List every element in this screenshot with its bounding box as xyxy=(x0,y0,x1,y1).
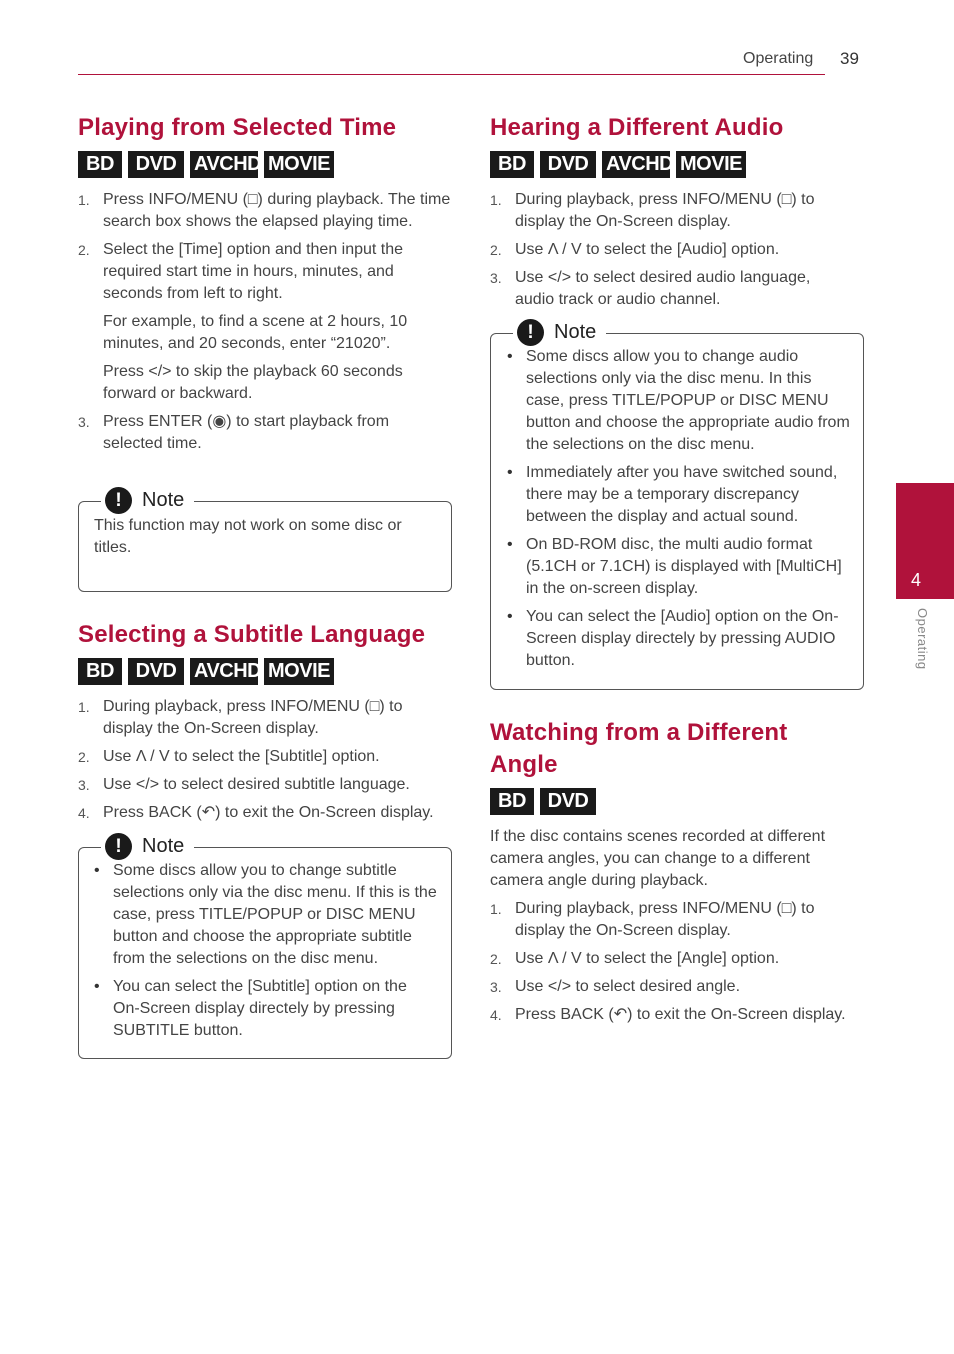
exclamation-icon: ! xyxy=(517,319,544,346)
disc-badges xyxy=(78,658,458,685)
disc-badges xyxy=(490,788,850,815)
step-text: During playback, press INFO/MENU (□) to display the On-Screen display. xyxy=(103,698,403,737)
badge-avchd: AVCHD xyxy=(602,151,670,178)
badge-bd: BD xyxy=(78,658,122,685)
step-number: 3. xyxy=(78,777,90,793)
list-item xyxy=(78,239,453,405)
note-title: Note xyxy=(142,834,185,857)
chapter-tab xyxy=(896,483,954,599)
step-number: 4. xyxy=(490,1007,502,1023)
step-number: 2. xyxy=(490,951,502,967)
section-subtitle-language xyxy=(78,619,458,685)
note-header xyxy=(101,831,194,861)
list-item: • Some discs allow you to change audio selections only via the disc menu. In this case, press TITLE/POPUP or DISC MENU button and choose the appropriate audio from the selections on the disc menu. xyxy=(505,346,850,456)
exclamation-icon: ! xyxy=(105,833,132,860)
step-number: 1. xyxy=(78,699,90,715)
note-title: Note xyxy=(554,320,597,343)
section-different-angle xyxy=(490,717,850,815)
step-number: 3. xyxy=(490,270,502,286)
badge-bd: BD xyxy=(78,151,122,178)
note-list xyxy=(505,346,850,678)
list-item xyxy=(78,774,453,796)
section-different-audio xyxy=(490,112,870,178)
badge-avchd: AVCHD xyxy=(190,658,258,685)
step-number: 2. xyxy=(78,749,90,765)
badge-bd: BD xyxy=(490,151,534,178)
section-title: Watching from a Different Angle xyxy=(490,719,788,778)
step-number: 3. xyxy=(490,979,502,995)
list-item xyxy=(78,411,453,455)
list-item: • On BD-ROM disc, the multi audio format (5.1CH or 7.1CH) is displayed with [MultiCH] in the on-screen display. xyxy=(505,534,850,600)
exclamation-icon: ! xyxy=(105,487,132,514)
step-text: Use </> to select desired subtitle language. xyxy=(103,776,410,793)
list-item: • You can select the [Audio] option on the On-Screen display directely by pressing AUDIO button. xyxy=(505,606,850,672)
badge-bd: BD xyxy=(490,788,534,815)
list-item xyxy=(78,696,453,740)
badge-dvd: DVD xyxy=(540,788,596,815)
step-number: 2. xyxy=(490,242,502,258)
steps-list xyxy=(490,189,850,317)
step-text: Press BACK (↶) to exit the On-Screen display. xyxy=(103,804,434,821)
step-number: 3. xyxy=(78,414,90,430)
step-text: During playback, press INFO/MENU (□) to display the On-Screen display. xyxy=(515,191,815,230)
step-text: Use Λ / V to select the [Subtitle] option. xyxy=(103,748,380,765)
step-number: 1. xyxy=(490,192,502,208)
step-text: Press ENTER (◉) to start playback from selected time. xyxy=(103,413,390,452)
note-title: Note xyxy=(142,488,185,511)
steps-list xyxy=(78,696,453,830)
disc-badges xyxy=(490,151,870,178)
steps-list xyxy=(78,189,453,461)
list-item xyxy=(78,746,453,768)
header-section-label: Operating xyxy=(743,50,814,67)
step-text: Press INFO/MENU (□) during playback. The time search box shows the elapsed playing time. xyxy=(103,191,451,230)
section-title: Hearing a Different Audio xyxy=(490,114,784,141)
section-title: Playing from Selected Time xyxy=(78,114,397,141)
list-item: • Some discs allow you to change subtitle selections only via the disc menu. If this is the case, press TITLE/POPUP or DISC MENU button and choose the appropriate subtitle from the selections on the disc menu. xyxy=(92,860,437,970)
step-text: Press BACK (↶) to exit the On-Screen display. xyxy=(515,1006,846,1023)
badge-movie: MOVIE xyxy=(676,151,746,178)
list-item xyxy=(490,239,850,261)
list-item: • You can select the [Subtitle] option on the On-Screen display directely by pressing SUBTITLE button. xyxy=(92,976,437,1042)
note-text: This function may not work on some disc or titles. xyxy=(94,517,402,556)
list-item: • Immediately after you have switched sound, there may be a temporary discrepancy between the display and actual sound. xyxy=(505,462,850,528)
list-item xyxy=(490,189,850,233)
disc-badges xyxy=(78,151,458,178)
intro-paragraph: If the disc contains scenes recorded at different camera angles, you can change to a different camera angle during playback. xyxy=(490,828,826,889)
badge-movie: MOVIE xyxy=(264,151,334,178)
note-box xyxy=(78,834,452,1059)
step-text: Select the [Time] option and then input the required start time in hours, minutes, and seconds from left to right. xyxy=(103,241,404,302)
list-item xyxy=(490,898,850,942)
badge-avchd: AVCHD xyxy=(190,151,258,178)
list-item xyxy=(490,267,850,311)
list-item xyxy=(78,189,453,233)
step-text: Use Λ / V to select the [Audio] option. xyxy=(515,241,780,258)
step-text: Use Λ / V to select the [Angle] option. xyxy=(515,950,780,967)
list-item xyxy=(490,976,850,998)
page-number: 39 xyxy=(840,49,859,68)
chapter-label: Operating xyxy=(915,608,930,670)
note-box xyxy=(78,488,452,592)
step-text: During playback, press INFO/MENU (□) to display the On-Screen display. xyxy=(515,900,815,939)
header-rule xyxy=(78,74,825,75)
step-tip: Press </> to skip the playback 60 seconds forward or backward. xyxy=(103,363,403,402)
step-number: 1. xyxy=(78,192,90,208)
steps-list xyxy=(490,898,850,1032)
badge-movie: MOVIE xyxy=(264,658,334,685)
step-example: For example, to find a scene at 2 hours, 10 minutes, and 20 seconds, enter “21020”. xyxy=(103,313,408,352)
note-box xyxy=(490,320,864,690)
step-number: 2. xyxy=(78,242,90,258)
note-list xyxy=(92,860,437,1048)
section-selected-time xyxy=(78,112,458,178)
chapter-number: 4 xyxy=(911,570,922,590)
step-number: 1. xyxy=(490,901,502,917)
step-number: 4. xyxy=(78,805,90,821)
list-item xyxy=(490,1004,850,1026)
badge-dvd: DVD xyxy=(540,151,596,178)
step-text: Use </> to select desired audio language, audio track or audio channel. xyxy=(515,269,811,308)
list-item xyxy=(78,802,453,824)
badge-dvd: DVD xyxy=(128,151,184,178)
note-header xyxy=(513,317,606,347)
section-title: Selecting a Subtitle Language xyxy=(78,621,426,648)
list-item xyxy=(490,948,850,970)
badge-dvd: DVD xyxy=(128,658,184,685)
step-text: Use </> to select desired angle. xyxy=(515,978,741,995)
note-header xyxy=(101,485,194,515)
